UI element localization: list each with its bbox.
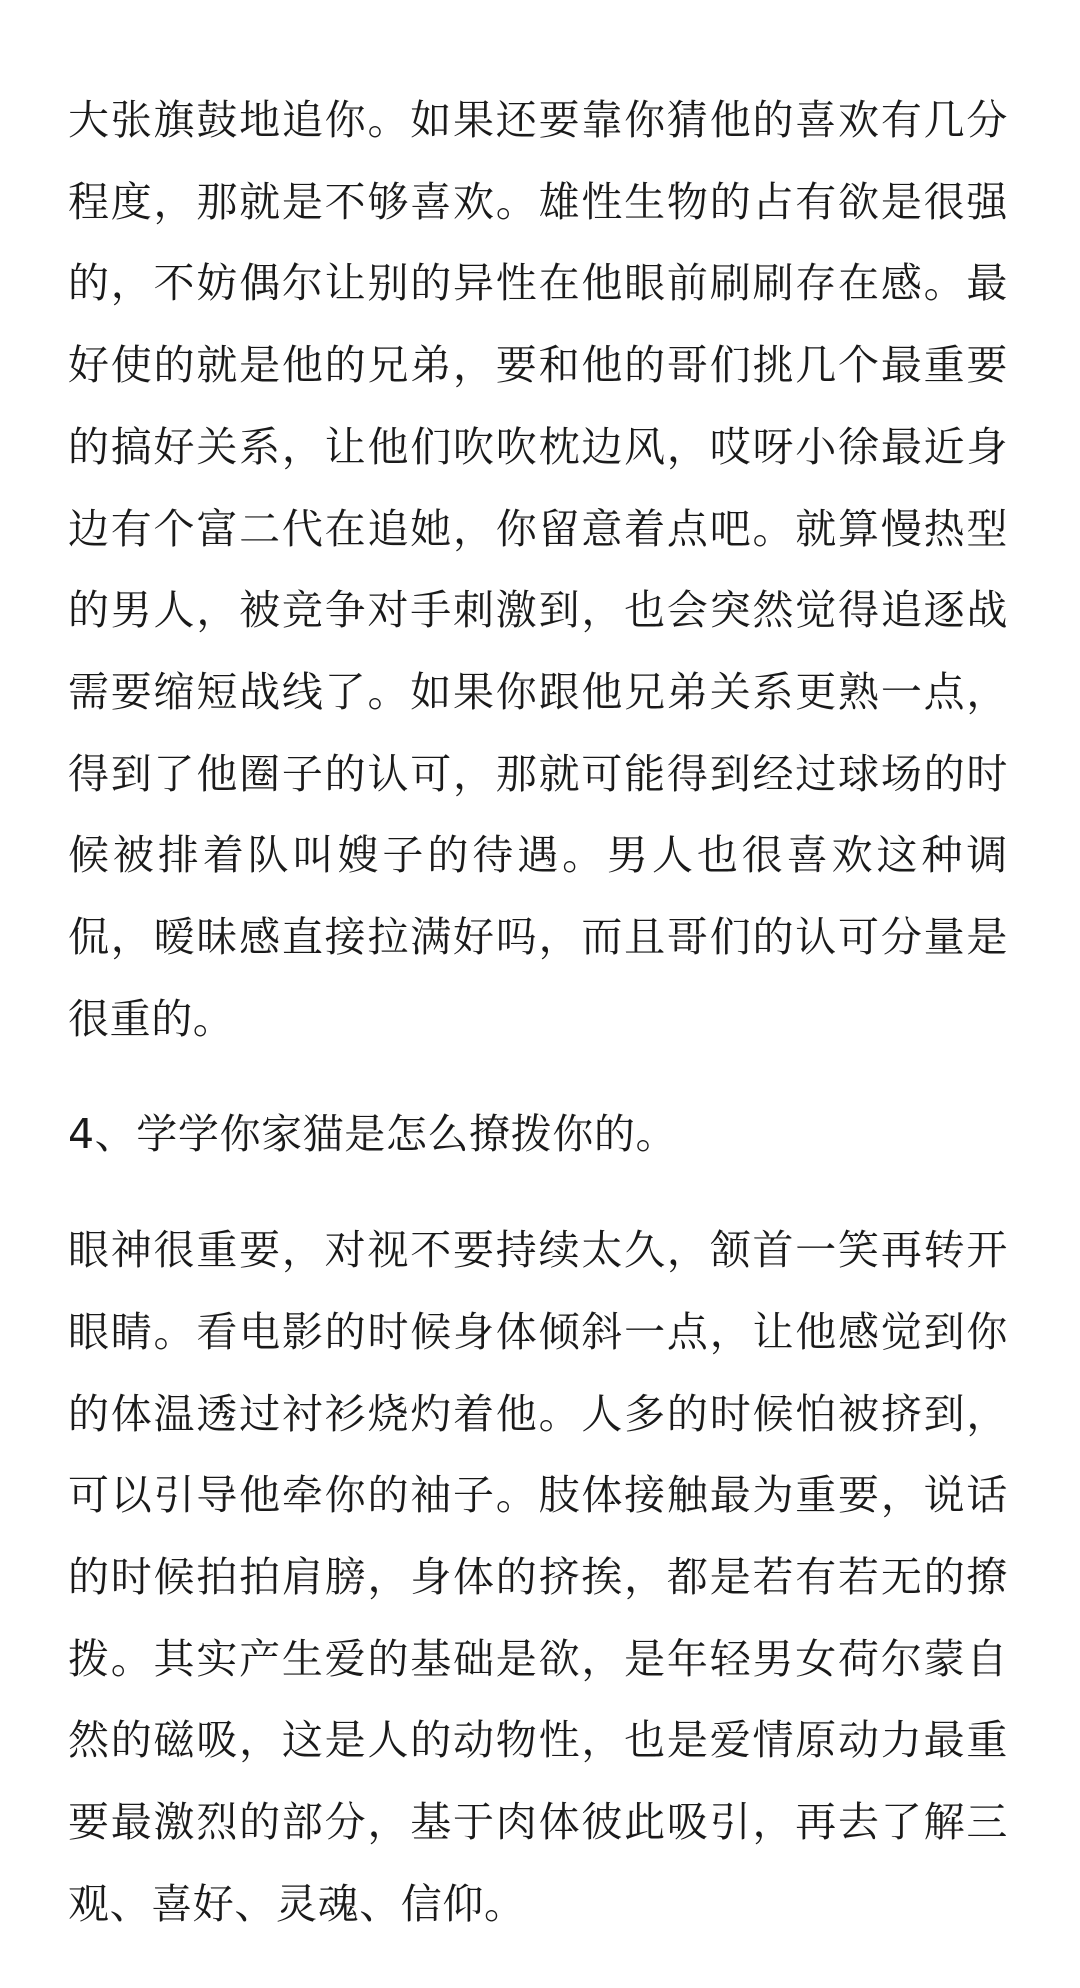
paragraph-spacer xyxy=(68,1060,1008,1094)
article-paragraph-1: 大张旗鼓地追你。如果还要靠你猜他的喜欢有几分程度，那就是不够喜欢。雄性生物的占有欲是很强的，不妨偶尔让别的异性在他眼前刷刷存在感。最好使的就是他的兄弟，要和他的哥们挑几个最重要的搞好关系，让他们吹吹枕边风，哎呀小徐最近身边有个富二代在追她，你留意着点吧。就算慢热型的男人，被竞争对手刺激到，也会突然觉得追逐战需要缩短战线了。如果你跟他兄弟关系更熟一点，得到了他圈子的认可，那就可能得到经过球场的时候被排着队叫嫂子的待遇。男人也很喜欢这种调侃，暧昧感直接拉满好吗，而且哥们的认可分量是很重的。 xyxy=(68,96,1008,1043)
article-body xyxy=(68,80,1008,1945)
article-paragraph-2: 眼神很重要，对视不要持续太久，颔首一笑再转开眼睛。看电影的时候身体倾斜一点，让他感觉到你的体温透过衬衫烧灼着他。人多的时候怕被挤到，可以引导他牵你的袖子。肢体接触最为重要，说话的时候拍拍肩膀，身体的挤挨，都是若有若无的撩拨。其实产生爱的基础是欲，是年轻男女荷尔蒙自然的磁吸，这是人的动物性，也是爱情原动力最重要最激烈的部分，基于肉体彼此吸引，再去了解三观、喜好、灵魂、信仰。 xyxy=(68,1226,1008,1928)
section-heading-4: 4、学学你家猫是怎么撩拨你的。 xyxy=(68,1110,678,1159)
paragraph-spacer xyxy=(68,1176,1008,1210)
